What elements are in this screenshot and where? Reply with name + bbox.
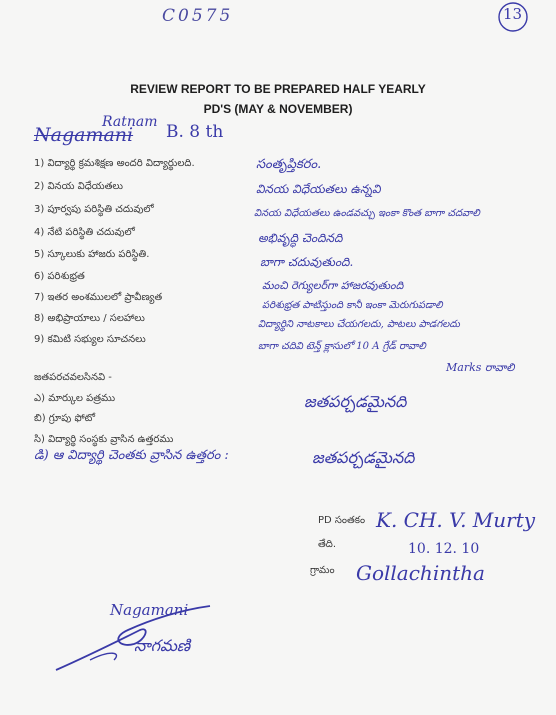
- attachments-heading: జతపరచవలసినవి -: [34, 372, 112, 383]
- answer-1: సంతృప్తికరం.: [256, 157, 322, 172]
- attachment-item-d: డి) ఆ విద్యార్థి చెంతకు వ్రాసిన ఉత్తరం :: [34, 448, 229, 463]
- student-name: Nagamani: [34, 124, 134, 146]
- attachment-item-d-answer: జతపర్చడమైనది: [312, 448, 415, 467]
- answer-3: వినయ విధేయతలు ఉండవచ్చు ఇంకా కొంత బాగా చదవాలి: [254, 208, 480, 219]
- pd-village-label: గ్రామం: [310, 565, 335, 576]
- answer-9-continued: Marks రావాలి: [446, 361, 515, 374]
- question-1: 1) విద్యార్థి క్రమశిక్షణ అందరి విద్యార్థులది.: [34, 158, 195, 169]
- pd-signature: K. CH. V. Murty: [376, 508, 536, 532]
- question-5: 5) స్కూలుకు హాజరు పరిస్థితి.: [34, 249, 150, 260]
- pd-date-label: తేది.: [318, 539, 337, 550]
- answer-4: అభివృద్ధి చెందినది: [258, 231, 343, 245]
- pd-date: 10. 12. 10: [408, 541, 480, 557]
- question-6: 6) పరిశుభ్రత: [34, 271, 85, 282]
- student-signature-telugu: నాగమణి: [134, 636, 191, 655]
- attachment-item-b: బి) గ్రూపు ఫోటో: [34, 413, 96, 424]
- answer-7: పరిశుభ్రత పాటిస్తుంది కానీ ఇంకా మెరుగుపడాలి: [262, 300, 443, 311]
- report-subtitle: PD'S (MAY & NOVEMBER): [203, 102, 353, 116]
- question-8: 8) అభిప్రాయాలు / సలహాలు: [34, 313, 145, 324]
- question-9: 9) కమిటి సభ్యుల సూచనలు: [34, 334, 146, 345]
- attachment-item-c: సి) విద్యార్థి సంస్థకు వ్రాసిన ఉత్తరము: [34, 434, 174, 445]
- answer-2: వినయ విధేయతలు ఉన్నవి: [256, 182, 381, 196]
- pd-village: Gollachintha: [356, 561, 485, 585]
- attachments-answer: జతపర్చడమైనది: [304, 392, 407, 411]
- question-7: 7) ఇతర అంశములలో ప్రావీణ్యత: [34, 292, 163, 303]
- answer-5: బాగా చదువుతుంది.: [260, 255, 354, 269]
- attachment-item-a: ఎ) మార్కుల పత్రము: [34, 393, 116, 404]
- question-3: 3) పూర్వపు పరిస్థితి చదువులో: [34, 204, 154, 215]
- question-2: 2) వినయ విధేయతలు: [34, 181, 123, 192]
- answer-6: మంచి రెగ్యులర్‌గా హాజరవుతుంది: [262, 279, 404, 292]
- code-note: C0575: [162, 6, 234, 26]
- class-note: B. 8 th: [166, 122, 224, 142]
- student-signature: Nagamani: [110, 601, 189, 619]
- answer-9: బాగా చదివి టెన్త్ క్లాసులో 10 A గ్రేడ్ రావాలి: [258, 341, 426, 352]
- pd-signature-label: PD సంతకం: [318, 515, 366, 526]
- question-4: 4) నేటి పరిస్థితి చదువులో: [34, 227, 135, 238]
- name-correction: Ratnam: [102, 114, 158, 130]
- answer-8: విద్యార్థిని నాటకాలు చేయగలదు, పాటలు పాడగలదు: [258, 319, 460, 330]
- page-number: 13: [503, 5, 523, 23]
- report-title: REVIEW REPORT TO BE PREPARED HALF YEARLY: [130, 82, 426, 96]
